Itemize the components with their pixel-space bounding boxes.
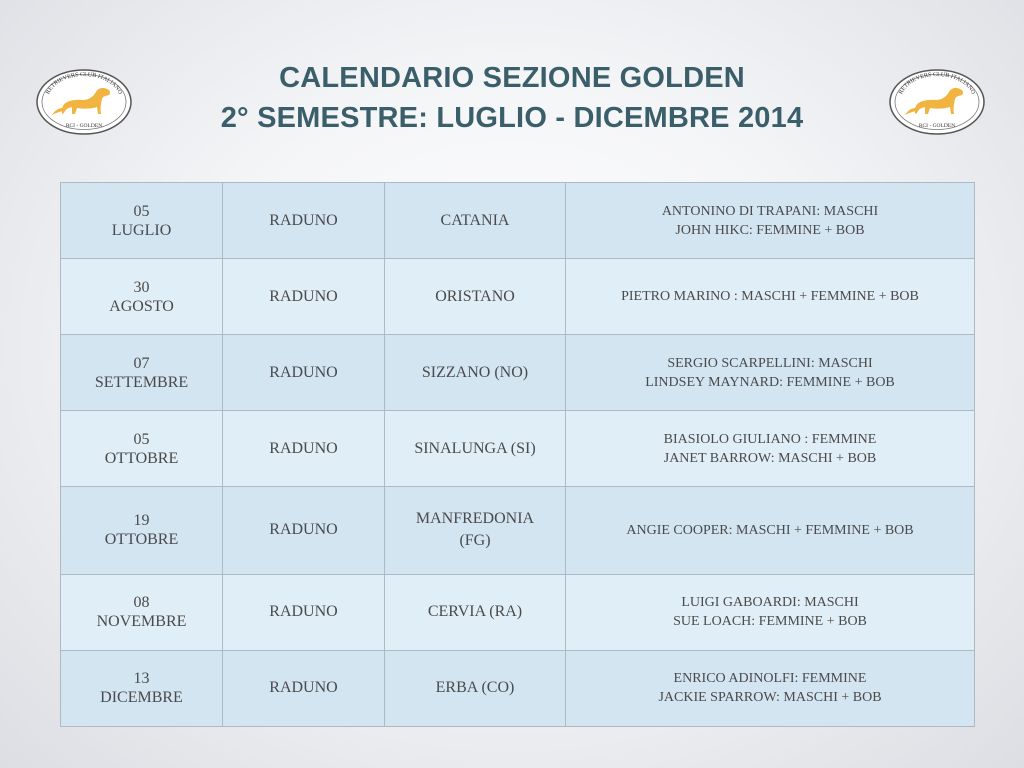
table-row bbox=[61, 259, 975, 335]
location-cell bbox=[385, 574, 566, 650]
judges-cell bbox=[566, 487, 975, 575]
event-type: RADUNO bbox=[269, 287, 338, 305]
date-cell bbox=[61, 259, 223, 335]
judge-line: JOHN HIKC: FEMMINE + BOB bbox=[675, 222, 865, 238]
table-row bbox=[61, 574, 975, 650]
location-cell bbox=[385, 259, 566, 335]
title-line-1: CALENDARIO SEZIONE GOLDEN bbox=[279, 62, 745, 94]
event-type: RADUNO bbox=[269, 521, 338, 539]
event-type-cell bbox=[223, 650, 385, 726]
judges-cell bbox=[566, 335, 975, 411]
svg-text:RCI - GOLDEN: RCI - GOLDEN bbox=[65, 123, 103, 129]
judges-cell bbox=[566, 650, 975, 726]
calendar-table bbox=[60, 182, 975, 727]
location-cell bbox=[385, 335, 566, 411]
date-month: OTTOBRE bbox=[104, 531, 179, 549]
event-type-cell bbox=[223, 259, 385, 335]
judge-line: SERGIO SCARPELLINI: MASCHI bbox=[667, 355, 873, 371]
event-type: RADUNO bbox=[269, 439, 338, 457]
table-row bbox=[61, 335, 975, 411]
judge-line: JANET BARROW: MASCHI + BOB bbox=[663, 450, 877, 466]
event-type-cell bbox=[223, 411, 385, 487]
date-day: 30 bbox=[133, 278, 150, 296]
event-type-cell bbox=[223, 335, 385, 411]
date-cell bbox=[61, 574, 223, 650]
date-day: 05 bbox=[133, 202, 150, 220]
judge-line: PIETRO MARINO : MASCHI + FEMMINE + BOB bbox=[621, 289, 919, 305]
svg-text:RETRIEVERS CLUB ITALIANO: RETRIEVERS CLUB ITALIANO bbox=[45, 71, 123, 96]
date-month: AGOSTO bbox=[109, 297, 174, 315]
date-day: 13 bbox=[133, 670, 150, 688]
event-type-cell bbox=[223, 574, 385, 650]
event-type: RADUNO bbox=[269, 679, 338, 697]
table-row bbox=[61, 487, 975, 575]
club-logo-left bbox=[35, 68, 133, 136]
golden-retriever-logo-icon bbox=[35, 68, 133, 136]
judge-line: BIASIOLO GIULIANO : FEMMINE bbox=[663, 431, 877, 447]
date-month: DICEMBRE bbox=[100, 689, 183, 707]
judges-cell bbox=[566, 411, 975, 487]
judge-line: JACKIE SPARROW: MASCHI + BOB bbox=[658, 690, 882, 706]
page-title bbox=[150, 58, 874, 138]
date-month: SETTEMBRE bbox=[94, 373, 189, 391]
judges-cell bbox=[566, 574, 975, 650]
judge-line: ANTONINO DI TRAPANI: MASCHI bbox=[661, 203, 879, 219]
location-line: SINALUNGA (SI) bbox=[414, 439, 536, 457]
date-month: LUGLIO bbox=[111, 221, 172, 239]
date-day: 08 bbox=[133, 594, 150, 612]
date-day: 19 bbox=[133, 512, 150, 530]
location-cell bbox=[385, 487, 566, 575]
title-line-2: 2° SEMESTRE: LUGLIO - DICEMBRE 2014 bbox=[220, 102, 804, 134]
event-type: RADUNO bbox=[269, 363, 338, 381]
judges-cell bbox=[566, 183, 975, 259]
event-type-cell bbox=[223, 487, 385, 575]
location-cell bbox=[385, 650, 566, 726]
event-type-cell bbox=[223, 183, 385, 259]
table-row bbox=[61, 183, 975, 259]
location-cell bbox=[385, 411, 566, 487]
event-type: RADUNO bbox=[269, 603, 338, 621]
club-logo-right bbox=[888, 68, 986, 136]
date-month: OTTOBRE bbox=[104, 449, 179, 467]
location-line: CATANIA bbox=[440, 211, 510, 229]
judge-line: SUE LOACH: FEMMINE + BOB bbox=[673, 614, 867, 630]
location-line: ORISTANO bbox=[435, 287, 515, 305]
date-day: 05 bbox=[133, 430, 150, 448]
date-cell bbox=[61, 411, 223, 487]
judge-line: ANGIE COOPER: MASCHI + FEMMINE + BOB bbox=[626, 522, 914, 538]
judges-cell bbox=[566, 259, 975, 335]
golden-retriever-logo-icon bbox=[888, 68, 986, 136]
location-line: SIZZANO (NO) bbox=[421, 363, 529, 381]
judge-line: LUIGI GABOARDI: MASCHI bbox=[681, 595, 859, 611]
location-line: (FG) bbox=[459, 532, 491, 550]
svg-text:RCI - GOLDEN: RCI - GOLDEN bbox=[918, 123, 956, 129]
location-cell bbox=[385, 183, 566, 259]
date-cell bbox=[61, 183, 223, 259]
table-row bbox=[61, 411, 975, 487]
calendar-table-body bbox=[61, 183, 975, 727]
svg-text:RETRIEVERS CLUB ITALIANO: RETRIEVERS CLUB ITALIANO bbox=[898, 71, 976, 96]
date-cell bbox=[61, 335, 223, 411]
location-line: CERVIA (RA) bbox=[427, 603, 523, 621]
date-day: 07 bbox=[133, 354, 150, 372]
location-line: ERBA (CO) bbox=[435, 679, 515, 697]
date-cell bbox=[61, 650, 223, 726]
judge-line: LINDSEY MAYNARD: FEMMINE + BOB bbox=[645, 374, 895, 390]
location-line: MANFREDONIA bbox=[415, 510, 535, 528]
date-month: NOVEMBRE bbox=[96, 613, 187, 631]
table-row bbox=[61, 650, 975, 726]
date-cell bbox=[61, 487, 223, 575]
judge-line: ENRICO ADINOLFI: FEMMINE bbox=[673, 671, 867, 687]
event-type: RADUNO bbox=[269, 211, 338, 229]
